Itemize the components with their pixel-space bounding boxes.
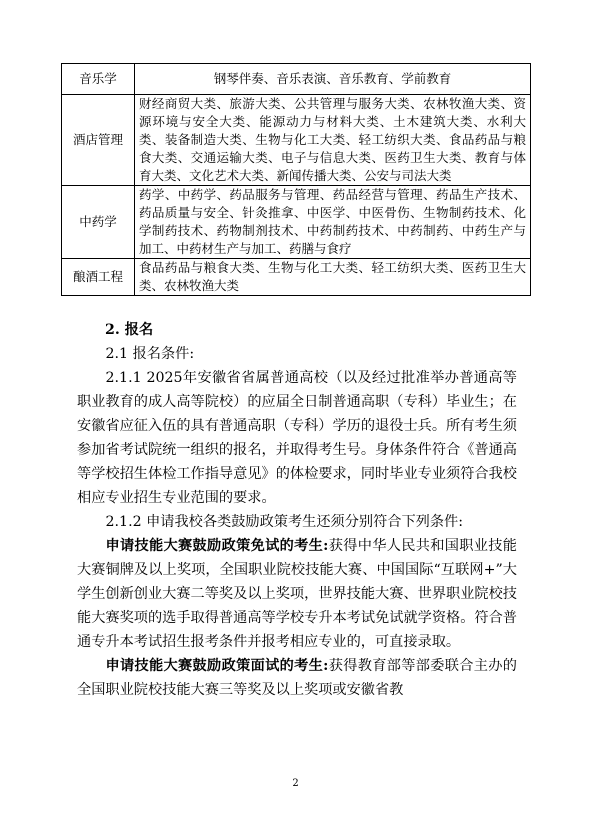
body-text [77,318,517,702]
page-number: 2 [292,778,299,789]
paragraph-policy-intro: 2.1.2 申请我校各类鼓励政策考生还须分别符合下列条件: [105,514,464,530]
major-scope: 财经商贸大类、旅游大类、公共管理与服务大类、农林牧渔大类、资源环境与安全大类、能源动力与材料大类、土木建筑大类、水利大类、装备制造大类、生物与化工大类、轻工纺织大类、食品药品与粮食大类、交通运输大类、电子与信息大类、医药卫生大类、教育与体育大类、文化艺术大类、新闻传播大类、公安与司法大类 [135,95,531,186]
major-scope: 食品药品与粮食大类、生物与化工大类、轻工纺织大类、医药卫生大类、农林牧渔大类 [135,259,531,296]
section-heading: 2. 报名 [105,322,154,338]
table-row [62,186,531,259]
paragraph-interview [77,654,517,702]
exemption-label: 申请技能大赛鼓励政策免试的考生: [105,538,329,554]
exemption-text: 获得中华人民共和国职业技能大赛铜牌及以上奖项，全国职业院校技能大赛、中国国际“互联网+”大学生创新创业大赛二等奖及以上奖项，世界技能大赛、世界职业院校技能大赛奖项的选手取得普通高等学校专升本考试免试就学资格。符合普通专升本考试招生报考条件并报考相应专业的，可直接录取。 [77,538,517,650]
interview-text: 获得教育部等部委联合主办的全国职业院校技能大赛三等奖及以上奖项或安徽省教 [77,658,517,698]
paragraph-conditions-title: 2.1 报名条件: [105,346,195,362]
interview-label: 申请技能大赛鼓励政策面试的考生: [105,658,329,674]
majors-table [61,63,531,296]
major-scope: 钢琴伴奏、音乐表演、音乐教育、学前教育 [135,64,531,95]
major-name: 音乐学 [62,64,135,95]
major-name: 酒店管理 [62,95,135,186]
table-row [62,95,531,186]
major-name: 酿酒工程 [62,259,135,296]
major-name: 中药学 [62,186,135,259]
table-row [62,259,531,296]
major-scope: 药学、中药学、药品服务与管理、药品经营与管理、药品生产技术、药品质量与安全、针灸推拿、中医学、中医骨伤、生物制药技术、化学制药技术、药物制剂技术、中药制药技术、中药制药、中药生产与加工、中药材生产与加工、药膳与食疗 [135,186,531,259]
paragraph-exemption [77,534,517,654]
paragraph-general-conditions: 2.1.1 2025年安徽省省属普通高校（以及经过批准举办普通高等职业教育的成人高等院校）的应届全日制普通高职（专科）毕业生；在安徽省应征入伍的具有普通高职（专科）学历的退役士兵。所有考生须参加省考试院统一组织的报名，并取得考生号。身体条件符合《普通高等学校招生体检工作指导意见》的体检要求，同时毕业专业须符合我校相应专业招生专业范围的要求。 [77,370,517,506]
table-row [62,64,531,95]
